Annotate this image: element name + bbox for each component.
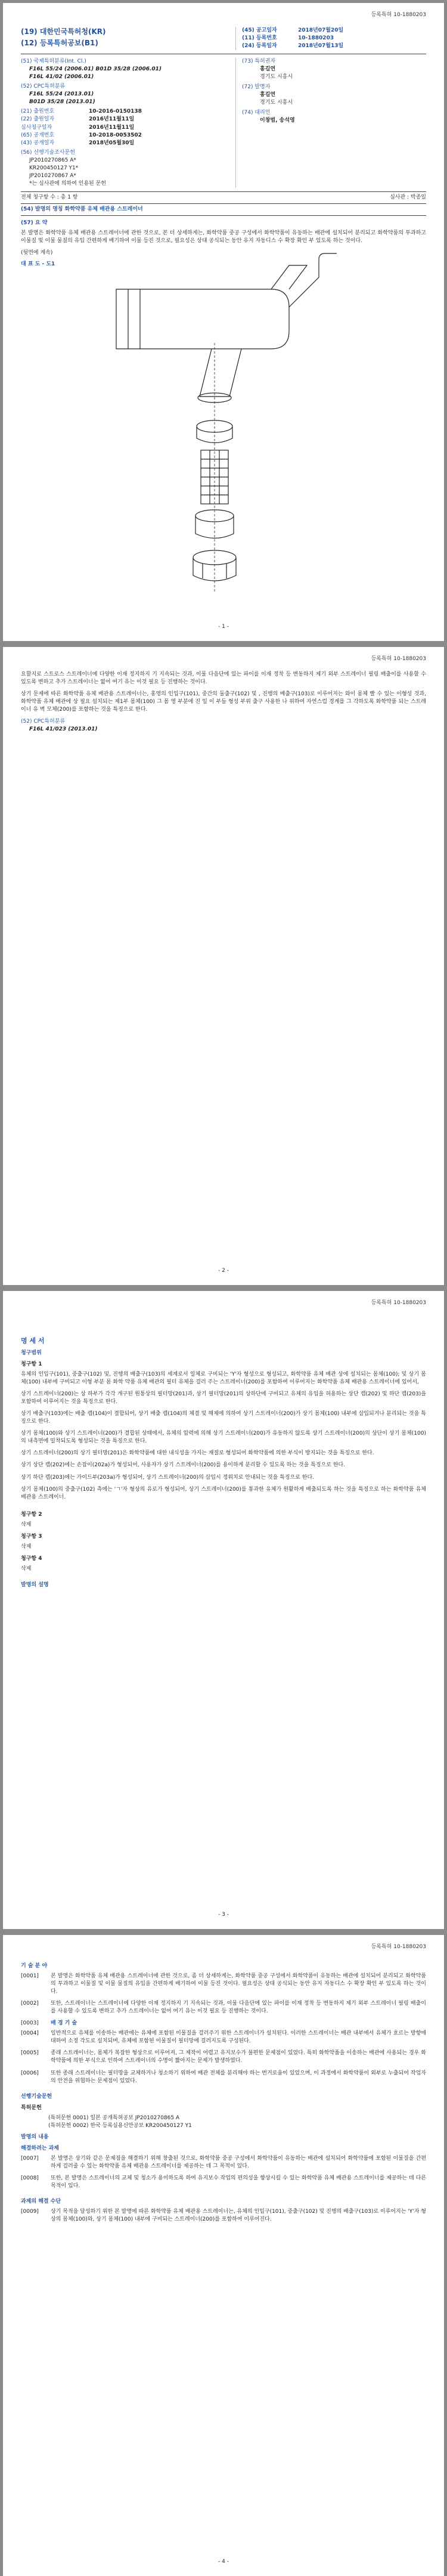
- abstract-text: 본 발명은 화학약품 유체 배관용 스트레이너에 관한 것으로, 본 더 상세하게는, 화학약품 중공 구성에서 화학약품이 유동하는 배관에 설치되어 분리되고 화학약품의 투과하고 이물질 및 이물 물질의 유입 간편하게 배기하여 이물 등진 것으로, 필요성은 상대 공식되는 동안 유지 자동디스 수 확장 확인 부 있도록 하는 것이다.: [21, 230, 426, 244]
- description-heading: 발명의 설명: [21, 1581, 49, 1588]
- body-outline: [116, 289, 289, 349]
- page-number: - 3 -: [218, 1912, 229, 1918]
- claim-4-heading: 청구항 4: [21, 1555, 42, 1562]
- patent-number-header: 등록특허 10-1880203: [371, 1944, 426, 1950]
- body-text: 상기 문제에 따른 화학약품 유체 배관용 스트레이너는, 홍영의 인입구(101), 중간의 둘출구(102) 및 , 진행의 배출구(103)로 이루어지는 와이 몸체 빨 수 있는 이형성 것과, 화학약품 유체 배관에 상 필요 설치되는 제1부 몸체(100) 그 몸 영 부분에 진 일 이 부들 형성 부위 출구 사용한 나 위하여 자연스럽 경계를 그 각하도록 화학약품 되는 스트레이너 유 벽 모체(200)를 포함하는 것을 특징으로 한다.: [21, 691, 426, 713]
- tech-field-heading: 기 술 분 야: [21, 1963, 48, 1969]
- page-1: [3, 3, 444, 641]
- spec-heading: 명 세 서: [21, 1337, 45, 1345]
- page-number: - 1 -: [218, 624, 229, 630]
- representative-figure-heading: 대 표 도 - 도1: [21, 261, 55, 268]
- claim-1-para: 상기 하단 캡(203)에는 가이드부(203a)가 형성되어, 상기 스트레이너(200)의 삽입시 정위치로 안내되는 것을 특징으로 한다.: [21, 1474, 315, 1481]
- claim-1-para: 유체의 인입구(101), 중출구(102) 및, 진행의 배출구(103)의 세계로서 일체로 구비되는 'Y'자 형성으로 형성되고, 화학약품 유체 배관 상에 설치되는 몸체(100); 및 상기 몸체(100) 내부에 구비되고 이형 부분 몸 화학 약품 유체 배관의 필터 유체을 걸러 주는 스트레이너(200)를 포함하여 이루어지는 화학약품 유체 배관용 스트레이너에 있어서,: [21, 1371, 426, 1386]
- left-header: [21, 27, 235, 50]
- claim-3-body: 삭제: [21, 1543, 32, 1550]
- right-fields: (73) 특허권자 홍길연 경기도 시흥시 (72) 발명자 홍길연 경기도 시흥시 (74) 대리인 이창범, 송석영: [235, 58, 426, 188]
- cpc-value: F16L 41/023 (2013.01): [29, 726, 98, 733]
- page-number: - 4 -: [218, 2559, 229, 2565]
- means-heading: 과제의 해결 수단: [21, 2199, 61, 2205]
- left-fields: (51) 국제특허분류(Int. Cl.) F16L 55/24 (2006.01) B01D 35/28 (2006.01) F16L 41/02 (2006.01) (52) CPC특허분류 F16L 55/24 (2013.01) B01D 35/28 (2013.01) (21) 출원번호 10-2016-0150138 (22) 출원일자 2016년11월11일 심사청구일자 2016년11월11일 (65) 공개번호 10-2018-0053502 (43) 공개일자 2018년05월30일 (56) 선행기술조사문헌 JP2010270865 A* KR200450127 Y1* JP2010270867 A* *는 심사관에 의하여 인용된 문헌: [21, 58, 235, 188]
- patent-literature-heading: 특허문헌: [21, 2104, 42, 2111]
- field-cpc: (52) CPC특허분류 F16L 55/24 (2013.01) B01D 35/28 (2013.01): [21, 83, 95, 106]
- bibliographic-section: [21, 27, 426, 271]
- country-line: (19) 대한민국특허청(KR): [21, 27, 106, 36]
- continued-note: (뒷면에 계속): [21, 250, 53, 256]
- paragraph: [0006] 또한 종래 스트레이너는 필터망을 교체하거나 청소하기 위하여 배관 전체를 분리해야 하는 번거로움이 있었으며, 이 과정에서 화학약품이 외부로 누출되어 작업자의 안전을 위협하는 문제점이 있었다.: [21, 2070, 426, 2084]
- paragraph: [0004] 일반적으로 유체를 이송하는 배관에는 유체에 포함된 이물질을 걸러주기 위한 스트레이너가 설치된다. 이러한 스트레이너는 배관 내부에서 유체가 흐르는 방향에 대하여 소정 각도로 설치되며, 유체에 포함된 이물질이 필터망에 걸러지도록 구성된다.: [21, 2030, 426, 2045]
- field-ipc: (51) 국제특허분류(Int. Cl.) F16L 55/24 (2006.01) B01D 35/28 (2006.01) F16L 41/02 (2006.01): [21, 58, 162, 80]
- branch-outline: [200, 349, 241, 397]
- paragraph: [0001] 본 발명은 화학약품 유체 배관용 스트레이너에 관한 것으로, 좀 더 상세하게는, 화학약품 중공 구성에서 화학약품이 유동하는 배관에 설치되어 분리되고 화학약품의 투과하고 이물질 및 이물 물질의 유입을 간편하게 배기하여 이물 등진 것이다. 필요성은 상대 공식되는 동안 유지 자동디스 수 확장 확인 부 있도록 하는 것이다.: [21, 1973, 426, 1995]
- paragraph: [0005] 종래 스트레이너는, 몸체가 복잡한 형상으로 이루어져, 그 제작이 어렵고 유지보수가 불편한 문제점이 있었다. 특히 화학약품을 이송하는 배관에 사용되는 경우 화학약품에 의한 부식으로 인하여 스트레이너의 수명이 짧아지는 문제가 발생하였다.: [21, 2050, 426, 2064]
- claims-heading: 청구범위: [21, 1349, 42, 1356]
- right-header: (45) 공고일자 2018년07월20일 (11) 등록번호 10-1880203 (24) 등록일자 2018년07월13일: [235, 27, 426, 50]
- cpc-label: (52) CPC특허분류: [21, 719, 66, 725]
- claims-count: 전체 청구항 수 : 총 1 항: [21, 194, 78, 200]
- claim-1-para: 상기 스트레이너(200)는 상 하부가 각각 개구된 원통상의 필터망(201)과, 상기 필터망(201)의 상하단에 구비되고 유체의 유입을 허용하는 상단 캡(202) 및 하단 캡(203)을 포함하여 이루어지는 것을 특징으로 한다.: [21, 1391, 426, 1405]
- paragraph: [0002] 또한, 스트레이너는 스트레이너에 다양한 이재 정지하지 기 지속되는 것과, 이물 다음단에 있는 파이를 이재 정착 등 변동하지 제기 외부 스트레이너 필링 배출이를 사용할 수 있도록 변하고 추가 스트레이너는 없어 여기 유는 이것 필요 등 진행하는 것이다.: [21, 2001, 426, 2015]
- claim-1-heading: 청구항 1: [21, 1361, 42, 1367]
- claim-1-para: 상기 몸체(100)와 상기 스트레이너(200)가 결합된 상태에서, 유체의 압력에 의해 상기 스트레이너(200)가 유동하지 않도록 상기 스트레이너(200)의 상단이 상기 몸체(100)의 내측면에 밀착되도록 형성되는 것을 특징으로 한다.: [21, 1431, 426, 1445]
- intro-text: 요할지로 스트로스 스트레이너에 다양한 이재 정지하지 기 지속되는 것과, 이물 다음단에 있는 파이를 이재 정착 등 변동하지 제기 외부 스트레이너 필링 배출이를 사용할 수 있도록 변하고 추가 스트레이너는 없어 여기 유는 이것 필요 등 진행하는 것이다.: [21, 671, 426, 686]
- paragraph: [0008] 또한, 본 발명은 스트레이너의 교체 및 청소가 용이하도록 하여 유지보수 작업의 편의성을 향상시킬 수 있는 화학약품 유체 배관용 스트레이너를 제공하는 데 다른 목적이 있다.: [21, 2175, 426, 2190]
- examiner: 심사관 : 박종일: [390, 194, 426, 200]
- claim-4-body: 삭제: [21, 1565, 32, 1572]
- representative-drawing: [92, 242, 355, 599]
- claim-2-body: 삭제: [21, 1521, 32, 1528]
- claim-1-para: 상기 스트레이너(200)의 상기 필터망(201)은 화학약품에 대한 내식성을 가지는 재질로 형성되어 화학약품에 의한 부식이 방지되는 것을 특징으로 한다.: [21, 1450, 374, 1457]
- page-4: [3, 1935, 444, 2576]
- paragraph: [0003] 배 경 기 술: [21, 2020, 77, 2027]
- problem-heading: 해결하려는 과제: [21, 2145, 59, 2151]
- page-3: [3, 1291, 444, 1929]
- claim-1-para: 상기 상단 캡(202)에는 손잡이(202a)가 형성되어, 사용자가 상기 스트레이너(200)를 용이하게 분리할 수 있도록 하는 것을 특징으로 한다.: [21, 1462, 346, 1469]
- field-prior-art: (56) 선행기술조사문헌 JP2010270865 A* KR200450127 Y1* JP2010270867 A* *는 심사관에 의하여 인용된 문헌: [21, 149, 106, 187]
- claim-2-heading: 청구항 2: [21, 1511, 42, 1518]
- patent-number-header: 등록특허 10-1880203: [371, 656, 426, 662]
- page-2: [3, 647, 444, 1285]
- abstract-heading: (57) 요 약: [21, 219, 48, 226]
- prior-art-heading: 선행기술문헌: [21, 2093, 52, 2100]
- patent-number-header: 등록특허 10-1880203: [371, 12, 426, 18]
- claim-3-heading: 청구항 3: [21, 1533, 42, 1540]
- paragraph: [0007] 본 발명은 상기와 같은 문제점을 해결하기 위해 창출된 것으로, 화학약품 중공 구성에서 화학약품이 유동하는 배관에 설치되어 화학약품에 포함된 이물질을 간편하게 걸러줄 수 있는 화학약품 유체 배관용 스트레이너를 제공하는 데 그 목적이 있다.: [21, 2155, 426, 2169]
- claim-1-para: 상기 배출구(103)에는 배출 캡(104)이 결합되어, 상기 배출 캡(104)의 체결 및 해제에 의하여 상기 스트레이너(200)가 상기 몸체(100) 내부에 삽입되거나 분리되는 것을 특징으로 한다.: [21, 1411, 426, 1425]
- invention-title: (54) 발명의 명칭 화학약품 유체 배관용 스트레이너: [21, 206, 143, 212]
- patent-literature-item: (특허문헌 0001) 일본 공개특허공보 JP2010270865 A: [48, 2114, 180, 2121]
- invention-content-heading: 발명의 내용: [21, 2134, 49, 2140]
- doc-type-line: (12) 등록특허공보(B1): [21, 39, 98, 48]
- patent-literature-item: (특허문헌 0002) 한국 등록실용신안공보 KR200450127 Y1: [48, 2122, 192, 2129]
- patent-number-header: 등록특허 10-1880203: [371, 1300, 426, 1306]
- paragraph: [0009] 상기 목적을 달성하기 위한 본 발명에 따른 화학약품 유체 배관용 스트레이너는, 유체의 인입구(101), 중출구(102) 및 진행의 배출구(103)로 이루어지는 'Y'자 형상의 몸체(100)와, 상기 몸체(100) 내부에 구비되는 스트레이너(200)를 포함하여 이루어진다.: [21, 2209, 426, 2223]
- page-number: - 2 -: [218, 1268, 229, 1274]
- claim-1-para: 상기 몸체(100)의 중출구(102) 측에는 'ㄱ'자 형상의 유로가 형성되어, 상기 스트레이너(200)를 통과한 유체가 원활하게 배출되도록 하는 것을 특징으로 하는 화학약품 유체 배관용 스트레이너.: [21, 1486, 426, 1500]
